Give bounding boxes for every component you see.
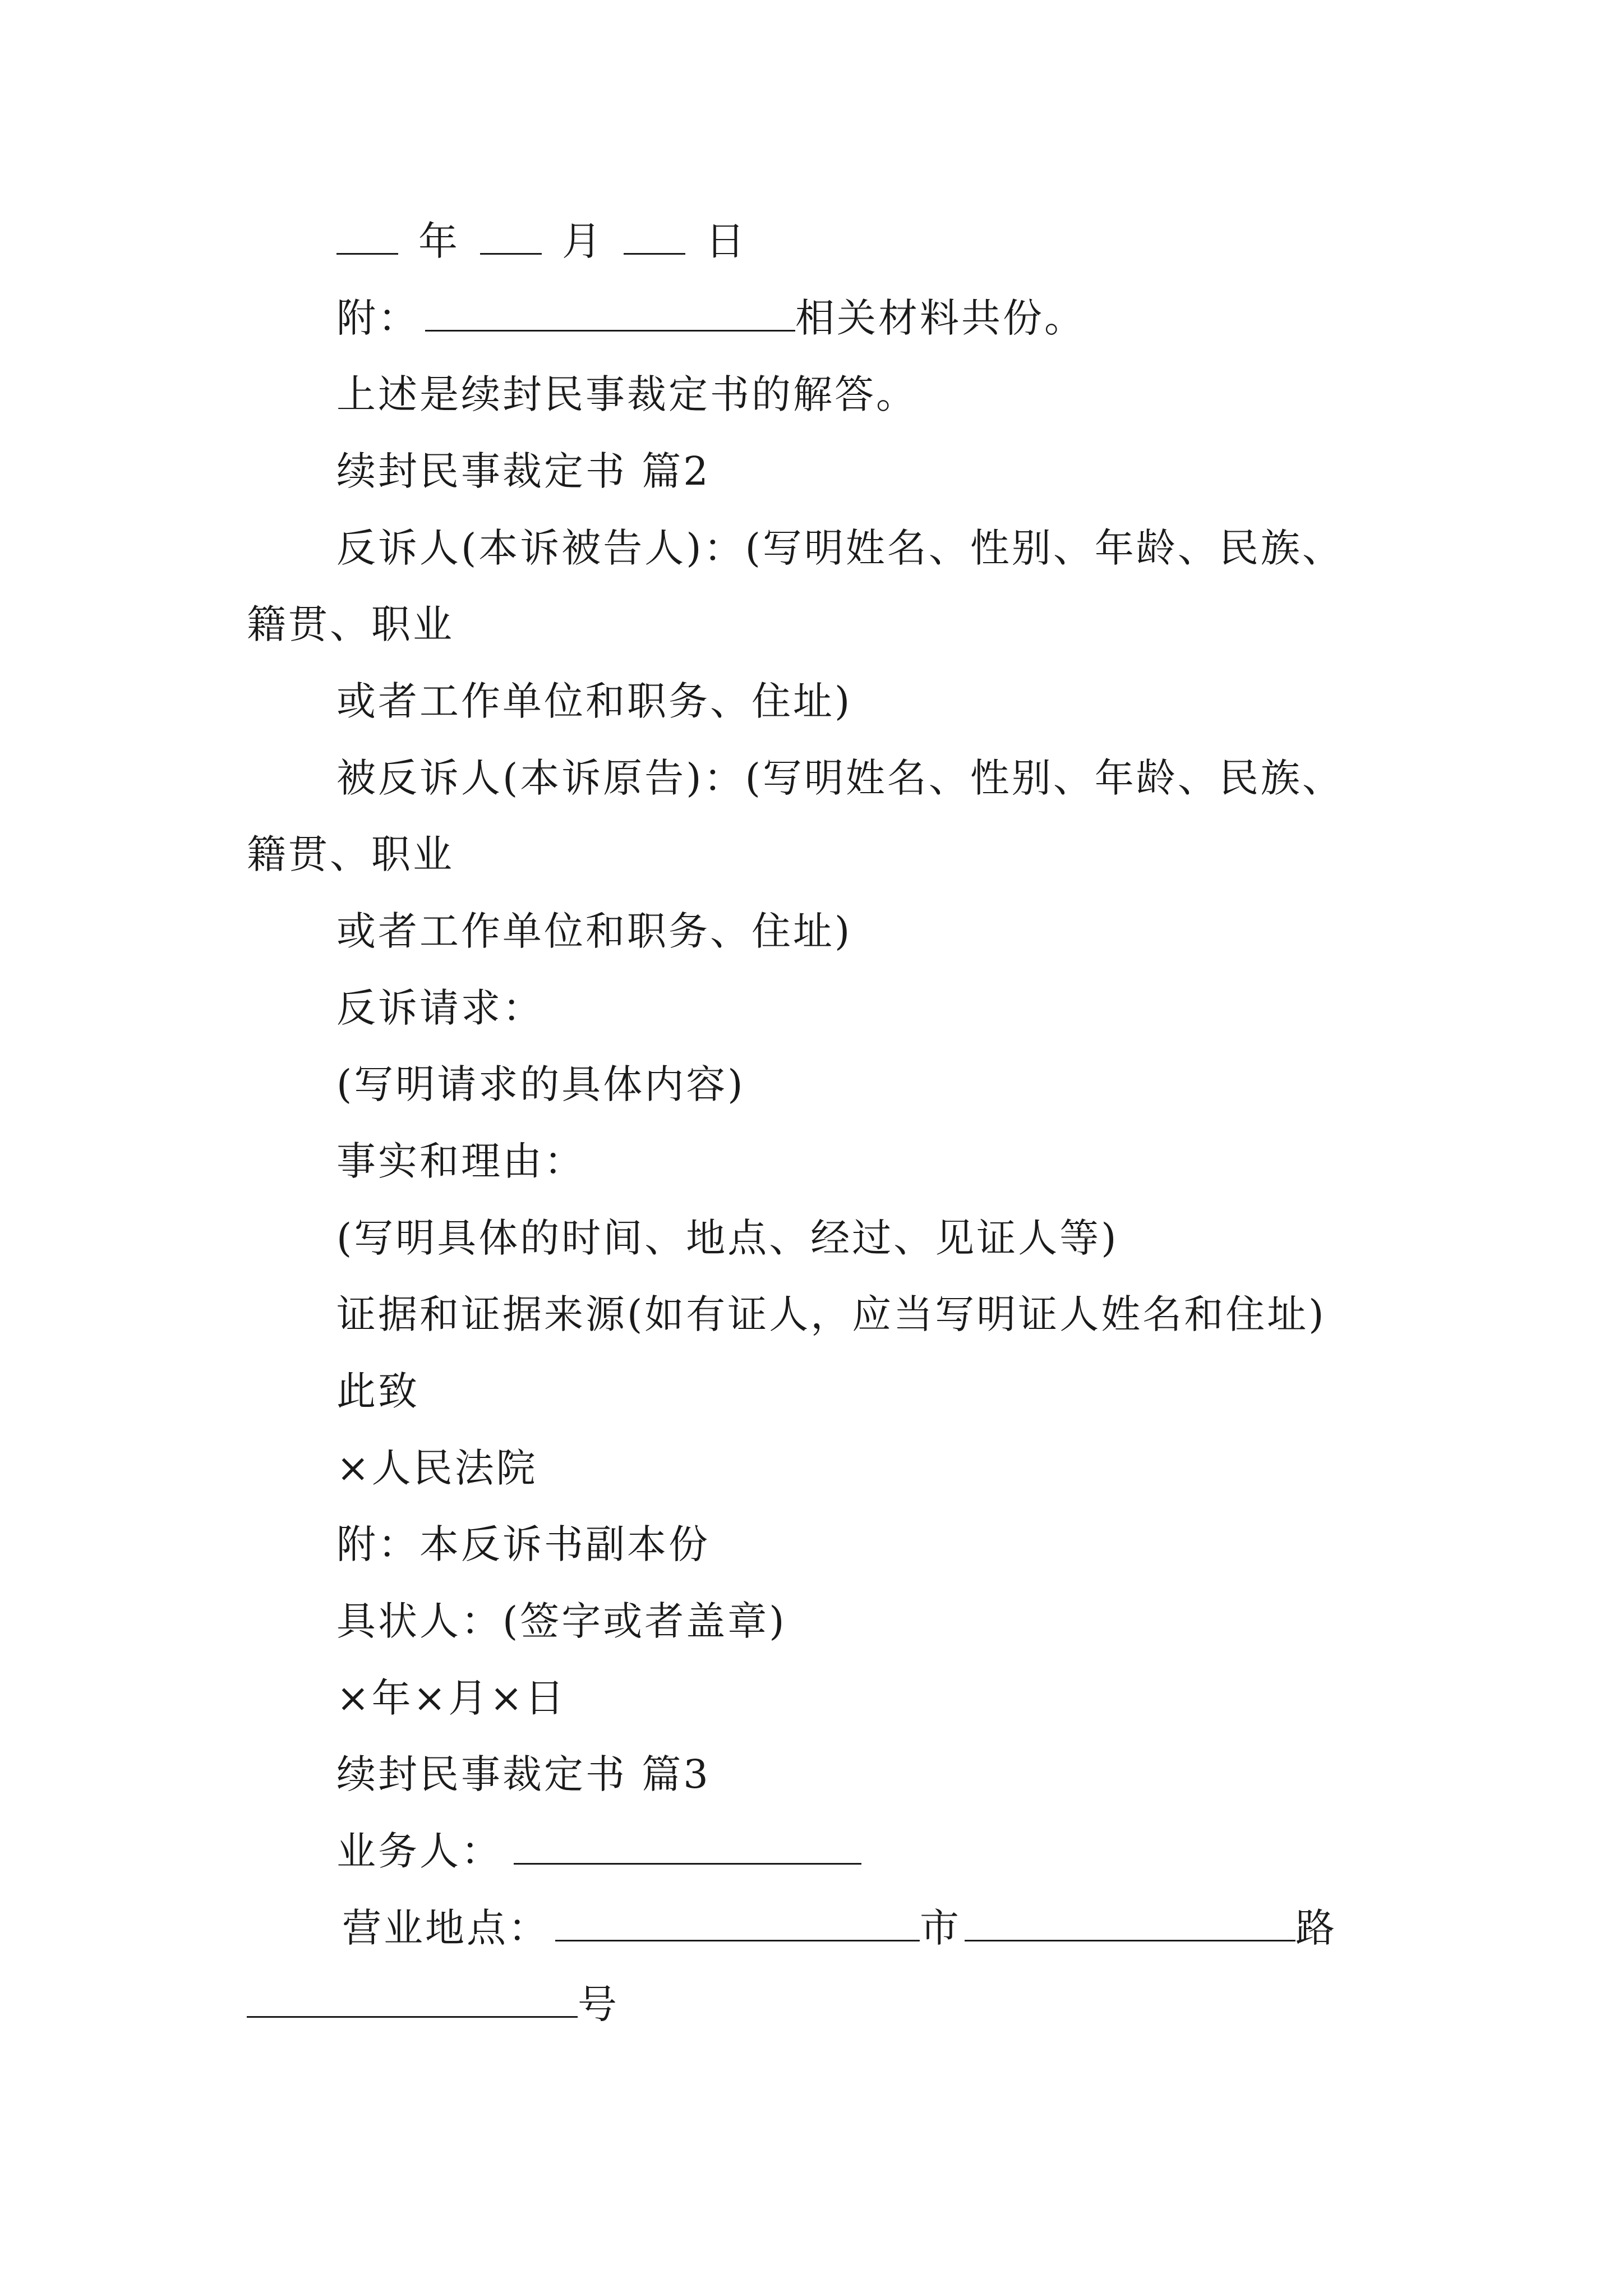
- salutation: 此致: [336, 1368, 419, 1414]
- respondent-line1: 被反诉人(本诉原告)：(写明姓名、性别、年龄、民族、: [336, 755, 1344, 801]
- month-label: 月: [562, 218, 603, 264]
- day-label: 日: [706, 218, 747, 264]
- facts-heading: 事实和理由：: [336, 1138, 585, 1184]
- business-location-line: [342, 1903, 1337, 1953]
- respondent-line2: 籍贯、职业: [247, 831, 454, 877]
- section3-title: 续封民事裁定书 篇3: [336, 1751, 711, 1797]
- road-blank: [965, 1906, 1295, 1941]
- counterclaimant-line1: 反诉人(本诉被告人)：(写明姓名、性别、年龄、民族、: [336, 525, 1344, 571]
- number-blank: [247, 1982, 578, 2018]
- court-name: ×人民法院: [336, 1445, 538, 1491]
- agent-label: 业务人：: [336, 1828, 502, 1874]
- city-blank: [555, 1906, 920, 1941]
- year-label: 年: [418, 218, 460, 264]
- date-line: [336, 216, 747, 266]
- agent-blank: [514, 1829, 861, 1865]
- counterclaimant-line3: 或者工作单位和职务、住址): [336, 678, 852, 724]
- facts-note: (写明具体的时间、地点、经过、见证人等): [336, 1215, 1119, 1261]
- attachment-line: [336, 293, 1086, 343]
- section2-title: 续封民事裁定书 篇2: [336, 448, 711, 494]
- attachment-suffix: 相关材料共份。: [795, 295, 1086, 341]
- counterclaimant-line2: 籍贯、职业: [247, 601, 454, 647]
- day-blank: [624, 219, 685, 255]
- agent-line: [336, 1826, 861, 1876]
- city-label: 市: [920, 1905, 961, 1951]
- claims-note: (写明请求的具体内容): [336, 1061, 745, 1107]
- date2-line: ×年×月×日: [336, 1675, 566, 1721]
- road-label: 路: [1295, 1905, 1337, 1951]
- signer-line: 具状人：(签字或者盖章): [336, 1598, 787, 1644]
- attachment-prefix: 附：: [336, 295, 419, 341]
- attachment2: 附：本反诉书副本份: [336, 1521, 710, 1567]
- year-blank: [336, 219, 398, 255]
- evidence-line: 证据和证据来源(如有证人，应当写明证人姓名和住址): [336, 1291, 1326, 1337]
- summary-text: 上述是续封民事裁定书的解答。: [336, 371, 917, 417]
- respondent-line3: 或者工作单位和职务、住址): [336, 908, 852, 954]
- month-blank: [480, 219, 542, 255]
- claims-heading: 反诉请求：: [336, 985, 544, 1031]
- number-label: 号: [578, 1981, 619, 2027]
- number-line: [247, 1979, 619, 2030]
- attachment-blank: [425, 296, 795, 332]
- business-location-label: 营业地点：: [342, 1905, 550, 1951]
